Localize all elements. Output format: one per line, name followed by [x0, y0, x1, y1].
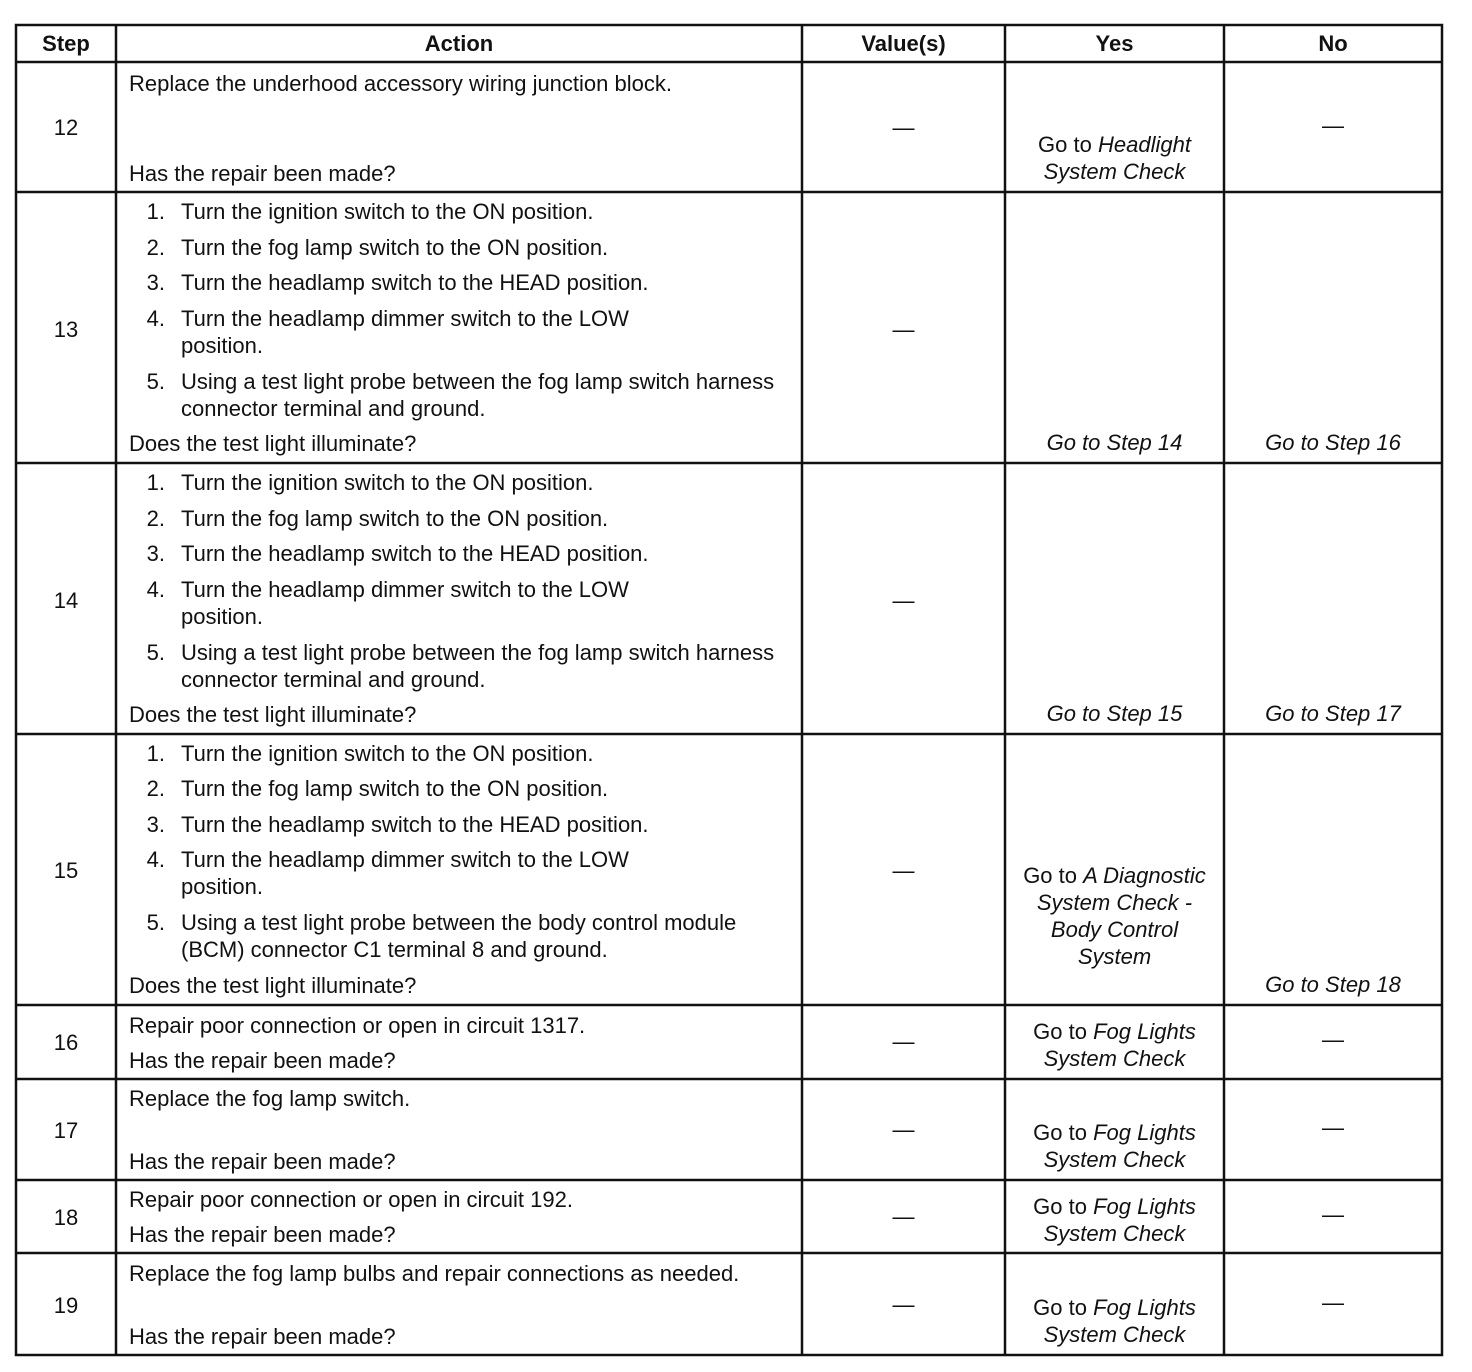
- item-number: 3.: [146, 270, 165, 295]
- step-number: 14: [53, 588, 79, 613]
- yes-link[interactable]: [1005, 1294, 1224, 1348]
- value-dash: —: [892, 115, 915, 140]
- action-question: Has the repair been made?: [129, 1149, 396, 1174]
- value-dash: —: [892, 1029, 915, 1054]
- step-number: 18: [53, 1205, 79, 1230]
- action-question: Has the repair been made?: [129, 1048, 396, 1073]
- action-item: [129, 639, 799, 693]
- no-dash: —: [1322, 113, 1344, 138]
- yes-link[interactable]: [1005, 1018, 1224, 1072]
- item-text: Turn the fog lamp switch to the ON position.: [181, 235, 609, 260]
- yes-prefix: Go to: [1038, 132, 1092, 157]
- action-question: Has the repair been made?: [129, 1222, 396, 1247]
- yes-prefix: Go to: [1033, 1194, 1087, 1219]
- yes-link-text[interactable]: Fog Lights System Check: [1043, 1019, 1196, 1071]
- item-text: Using a test light probe between the body control module (BCM) connector C1 terminal 8 and ground.: [181, 910, 737, 962]
- action-item: [129, 576, 729, 630]
- action-item: [129, 505, 799, 532]
- item-text: Using a test light probe between the fog lamp switch harness connector terminal and ground.: [181, 369, 775, 421]
- action-instruction: Replace the fog lamp switch.: [129, 1086, 411, 1111]
- action-item: [129, 775, 799, 802]
- action-item: [129, 234, 799, 261]
- yes-link[interactable]: [1005, 131, 1224, 185]
- no-dash: —: [1322, 1027, 1344, 1052]
- action-item: [129, 740, 799, 767]
- yes-prefix: Go to: [1033, 1295, 1087, 1320]
- yes-link[interactable]: [1022, 862, 1207, 970]
- step-number: 12: [53, 115, 79, 140]
- yes-link-text[interactable]: Headlight System Check: [1043, 132, 1191, 184]
- yes-link[interactable]: Go to Step 14: [1046, 430, 1183, 455]
- item-text: Turn the headlamp dimmer switch to the LOW position.: [181, 847, 629, 899]
- no-link[interactable]: Go to Step 18: [1265, 972, 1401, 997]
- yes-link-text[interactable]: Fog Lights System Check: [1043, 1295, 1196, 1347]
- action-question: Has the repair been made?: [129, 161, 396, 186]
- action-question: Has the repair been made?: [129, 1324, 396, 1349]
- header-no: No: [1318, 31, 1348, 56]
- yes-link-text[interactable]: A Diagnostic System Check - Body Control System: [1036, 863, 1206, 969]
- item-text: Turn the ignition switch to the ON position.: [181, 741, 594, 766]
- action-question: Does the test light illuminate?: [129, 702, 417, 727]
- item-text: Using a test light probe between the fog lamp switch harness connector terminal and ground.: [181, 640, 775, 692]
- yes-prefix: Go to: [1033, 1019, 1087, 1044]
- step-number: 17: [53, 1118, 79, 1143]
- action-item: [129, 909, 799, 963]
- item-number: 1.: [146, 470, 165, 495]
- yes-link-text[interactable]: Fog Lights System Check: [1043, 1120, 1196, 1172]
- item-number: 4.: [146, 577, 165, 602]
- yes-link[interactable]: [1005, 1119, 1224, 1173]
- action-question: Does the test light illuminate?: [129, 973, 417, 998]
- item-number: 4.: [146, 306, 165, 331]
- item-number: 2.: [146, 776, 165, 801]
- no-link[interactable]: Go to Step 17: [1265, 701, 1401, 726]
- item-text: Turn the ignition switch to the ON position.: [181, 470, 594, 495]
- action-item: [129, 469, 799, 496]
- step-number: 15: [53, 858, 79, 883]
- item-number: 3.: [146, 812, 165, 837]
- value-dash: —: [892, 1117, 915, 1142]
- item-number: 4.: [146, 847, 165, 872]
- action-item: [129, 305, 729, 359]
- value-dash: —: [892, 1292, 915, 1317]
- action-item: [129, 846, 729, 900]
- step-number: 19: [53, 1293, 79, 1318]
- item-text: Turn the fog lamp switch to the ON position.: [181, 776, 609, 801]
- item-text: Turn the headlamp switch to the HEAD position.: [181, 541, 649, 566]
- value-dash: —: [892, 858, 915, 883]
- item-number: 1.: [146, 741, 165, 766]
- item-text: Turn the headlamp dimmer switch to the LOW position.: [181, 577, 629, 629]
- item-number: 5.: [146, 369, 165, 394]
- step-number: 16: [53, 1030, 79, 1055]
- yes-link[interactable]: Go to Step 15: [1046, 701, 1183, 726]
- value-dash: —: [892, 1204, 915, 1229]
- item-text: Turn the headlamp switch to the HEAD position.: [181, 270, 649, 295]
- value-dash: —: [892, 588, 915, 613]
- item-number: 2.: [146, 506, 165, 531]
- item-number: 3.: [146, 541, 165, 566]
- no-link[interactable]: Go to Step 16: [1265, 430, 1401, 455]
- yes-link-text[interactable]: Fog Lights System Check: [1043, 1194, 1196, 1246]
- no-dash: —: [1322, 1290, 1344, 1315]
- step-number: 13: [53, 317, 79, 342]
- no-dash: —: [1322, 1115, 1344, 1140]
- action-question: Does the test light illuminate?: [129, 431, 417, 456]
- header-yes: Yes: [1095, 31, 1134, 56]
- item-number: 5.: [146, 910, 165, 935]
- action-instruction: Replace the underhood accessory wiring junction block.: [129, 71, 672, 96]
- item-text: Turn the fog lamp switch to the ON position.: [181, 506, 609, 531]
- header-step: Step: [42, 31, 90, 56]
- header-values: Value(s): [861, 31, 946, 56]
- action-instruction: Repair poor connection or open in circuit 1317.: [129, 1013, 586, 1038]
- action-item: [129, 811, 799, 838]
- value-dash: —: [892, 317, 915, 342]
- item-number: 2.: [146, 235, 165, 260]
- item-text: Turn the headlamp switch to the HEAD position.: [181, 812, 649, 837]
- item-text: Turn the headlamp dimmer switch to the LOW position.: [181, 306, 629, 358]
- no-dash: —: [1322, 1202, 1344, 1227]
- item-text: Turn the ignition switch to the ON position.: [181, 199, 594, 224]
- action-instruction: Repair poor connection or open in circuit 192.: [129, 1187, 573, 1212]
- action-item: [129, 269, 799, 296]
- action-item: [129, 368, 799, 422]
- action-item: [129, 198, 799, 225]
- yes-prefix: Go to: [1023, 863, 1077, 888]
- yes-link[interactable]: [1005, 1193, 1224, 1247]
- action-instruction: Replace the fog lamp bulbs and repair connections as needed.: [129, 1261, 740, 1286]
- item-number: 5.: [146, 640, 165, 665]
- header-action: Action: [424, 31, 494, 56]
- action-item: [129, 540, 799, 567]
- item-number: 1.: [146, 199, 165, 224]
- yes-prefix: Go to: [1033, 1120, 1087, 1145]
